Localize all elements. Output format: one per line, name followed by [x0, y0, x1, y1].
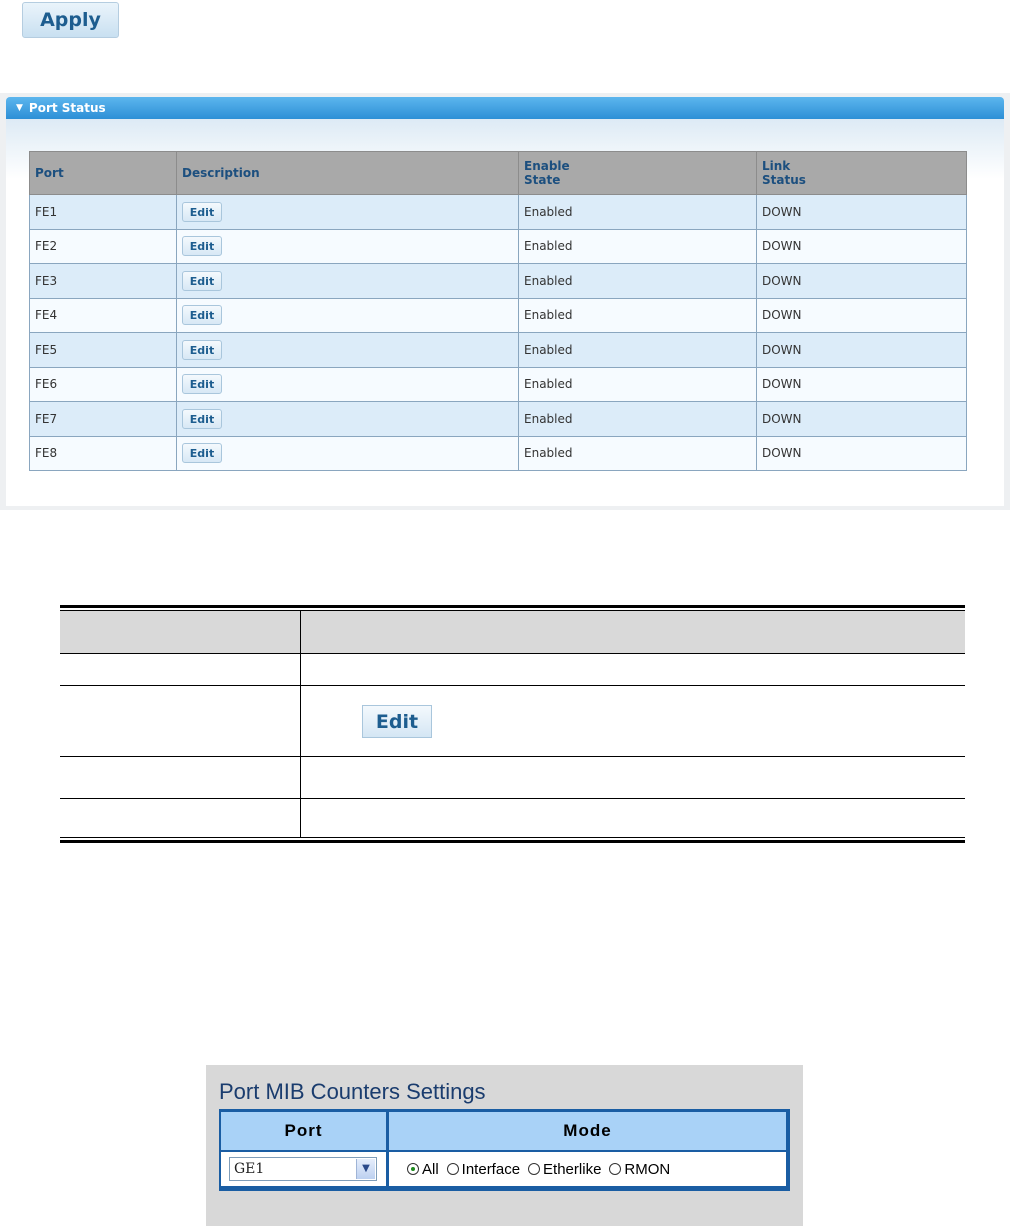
- table-header: [60, 611, 965, 653]
- port-status-panel: [0, 93, 1010, 510]
- mib-counters-panel: [206, 1065, 803, 1226]
- description-cell: [177, 436, 519, 471]
- mode-radio-etherlike[interactable]: [528, 1161, 601, 1178]
- link-status-cell: DOWN: [757, 298, 967, 333]
- enable-state-cell: Enabled: [519, 229, 757, 264]
- mib-col-mode: Mode: [389, 1112, 786, 1150]
- link-status-cell: DOWN: [757, 436, 967, 471]
- port-status-header[interactable]: [6, 97, 1004, 119]
- table-row: [30, 367, 967, 402]
- chevron-down-icon[interactable]: ▼: [356, 1159, 375, 1179]
- mib-port-cell: [221, 1152, 386, 1186]
- edit-button[interactable]: Edit: [182, 236, 222, 256]
- enable-state-cell: Enabled: [519, 264, 757, 299]
- table-rule: [60, 798, 965, 799]
- description-cell: [177, 333, 519, 368]
- port-status-title: Port Status: [28, 101, 106, 115]
- mode-radio-all[interactable]: [407, 1161, 439, 1178]
- port-cell: FE2: [30, 229, 177, 264]
- radio-label: RMON: [624, 1160, 671, 1178]
- enable-state-cell: Enabled: [519, 402, 757, 437]
- edit-button[interactable]: Edit: [182, 271, 222, 291]
- enable-state-cell: Enabled: [519, 436, 757, 471]
- mib-table: [219, 1109, 790, 1191]
- table-row: [30, 195, 967, 230]
- table-row: [30, 229, 967, 264]
- edit-button[interactable]: Edit: [182, 305, 222, 325]
- mib-mode-cell: [389, 1152, 786, 1186]
- table-divider: [300, 611, 301, 838]
- enable-state-cell: Enabled: [519, 298, 757, 333]
- radio-label: All: [422, 1160, 439, 1178]
- radio-label: Etherlike: [543, 1160, 602, 1178]
- radio-button-icon[interactable]: [609, 1163, 621, 1175]
- edit-button[interactable]: Edit: [182, 202, 222, 222]
- radio-button-icon[interactable]: [528, 1163, 540, 1175]
- link-status-cell: DOWN: [757, 229, 967, 264]
- enable-state-cell: Enabled: [519, 367, 757, 402]
- port-select-value: GE1: [234, 1161, 265, 1177]
- mib-title: Port MIB Counters Settings: [219, 1079, 486, 1104]
- radio-label: Interface: [461, 1160, 521, 1178]
- table-rule: [60, 840, 965, 843]
- description-cell: [177, 229, 519, 264]
- edit-button-illustration: Edit: [362, 705, 432, 738]
- port-cell: FE3: [30, 264, 177, 299]
- enable-state-cell: Enabled: [519, 333, 757, 368]
- description-cell: [177, 264, 519, 299]
- edit-button[interactable]: Edit: [182, 443, 222, 463]
- port-select[interactable]: [229, 1157, 377, 1181]
- radio-button-icon[interactable]: [447, 1163, 459, 1175]
- table-row: [30, 264, 967, 299]
- table-row: [30, 298, 967, 333]
- col-link-status: Link Status: [757, 152, 967, 195]
- table-rule: [60, 605, 965, 608]
- link-status-cell: DOWN: [757, 195, 967, 230]
- port-status-table: [29, 151, 967, 471]
- description-cell: [177, 367, 519, 402]
- link-status-cell: DOWN: [757, 264, 967, 299]
- col-port: Port: [30, 152, 177, 195]
- radio-button-icon[interactable]: [407, 1163, 419, 1175]
- col-description: Description: [177, 152, 519, 195]
- edit-button[interactable]: Edit: [182, 374, 222, 394]
- table-row: [30, 402, 967, 437]
- description-cell: [177, 195, 519, 230]
- port-cell: FE4: [30, 298, 177, 333]
- edit-button[interactable]: Edit: [182, 409, 222, 429]
- port-cell: FE5: [30, 333, 177, 368]
- port-cell: FE6: [30, 367, 177, 402]
- mode-radio-rmon[interactable]: [609, 1161, 670, 1178]
- parameter-description-table: [60, 605, 965, 845]
- enable-state-cell: Enabled: [519, 195, 757, 230]
- port-cell: FE7: [30, 402, 177, 437]
- table-row: [30, 333, 967, 368]
- mode-radio-interface[interactable]: [447, 1161, 520, 1178]
- mode-radio-group: [407, 1152, 678, 1186]
- table-rule: [60, 837, 965, 838]
- table-row: [30, 436, 967, 471]
- apply-button[interactable]: Apply: [22, 2, 119, 38]
- edit-button[interactable]: Edit: [182, 340, 222, 360]
- description-cell: [177, 402, 519, 437]
- link-status-cell: DOWN: [757, 367, 967, 402]
- link-status-cell: DOWN: [757, 333, 967, 368]
- mib-col-port: Port: [221, 1112, 386, 1150]
- port-cell: FE1: [30, 195, 177, 230]
- col-enable-state: Enable State: [519, 152, 757, 195]
- description-cell: [177, 298, 519, 333]
- port-cell: FE8: [30, 436, 177, 471]
- table-rule: [60, 756, 965, 757]
- link-status-cell: DOWN: [757, 402, 967, 437]
- collapse-triangle-icon: ▼: [16, 103, 23, 113]
- table-rule: [60, 653, 965, 654]
- table-rule: [60, 685, 965, 686]
